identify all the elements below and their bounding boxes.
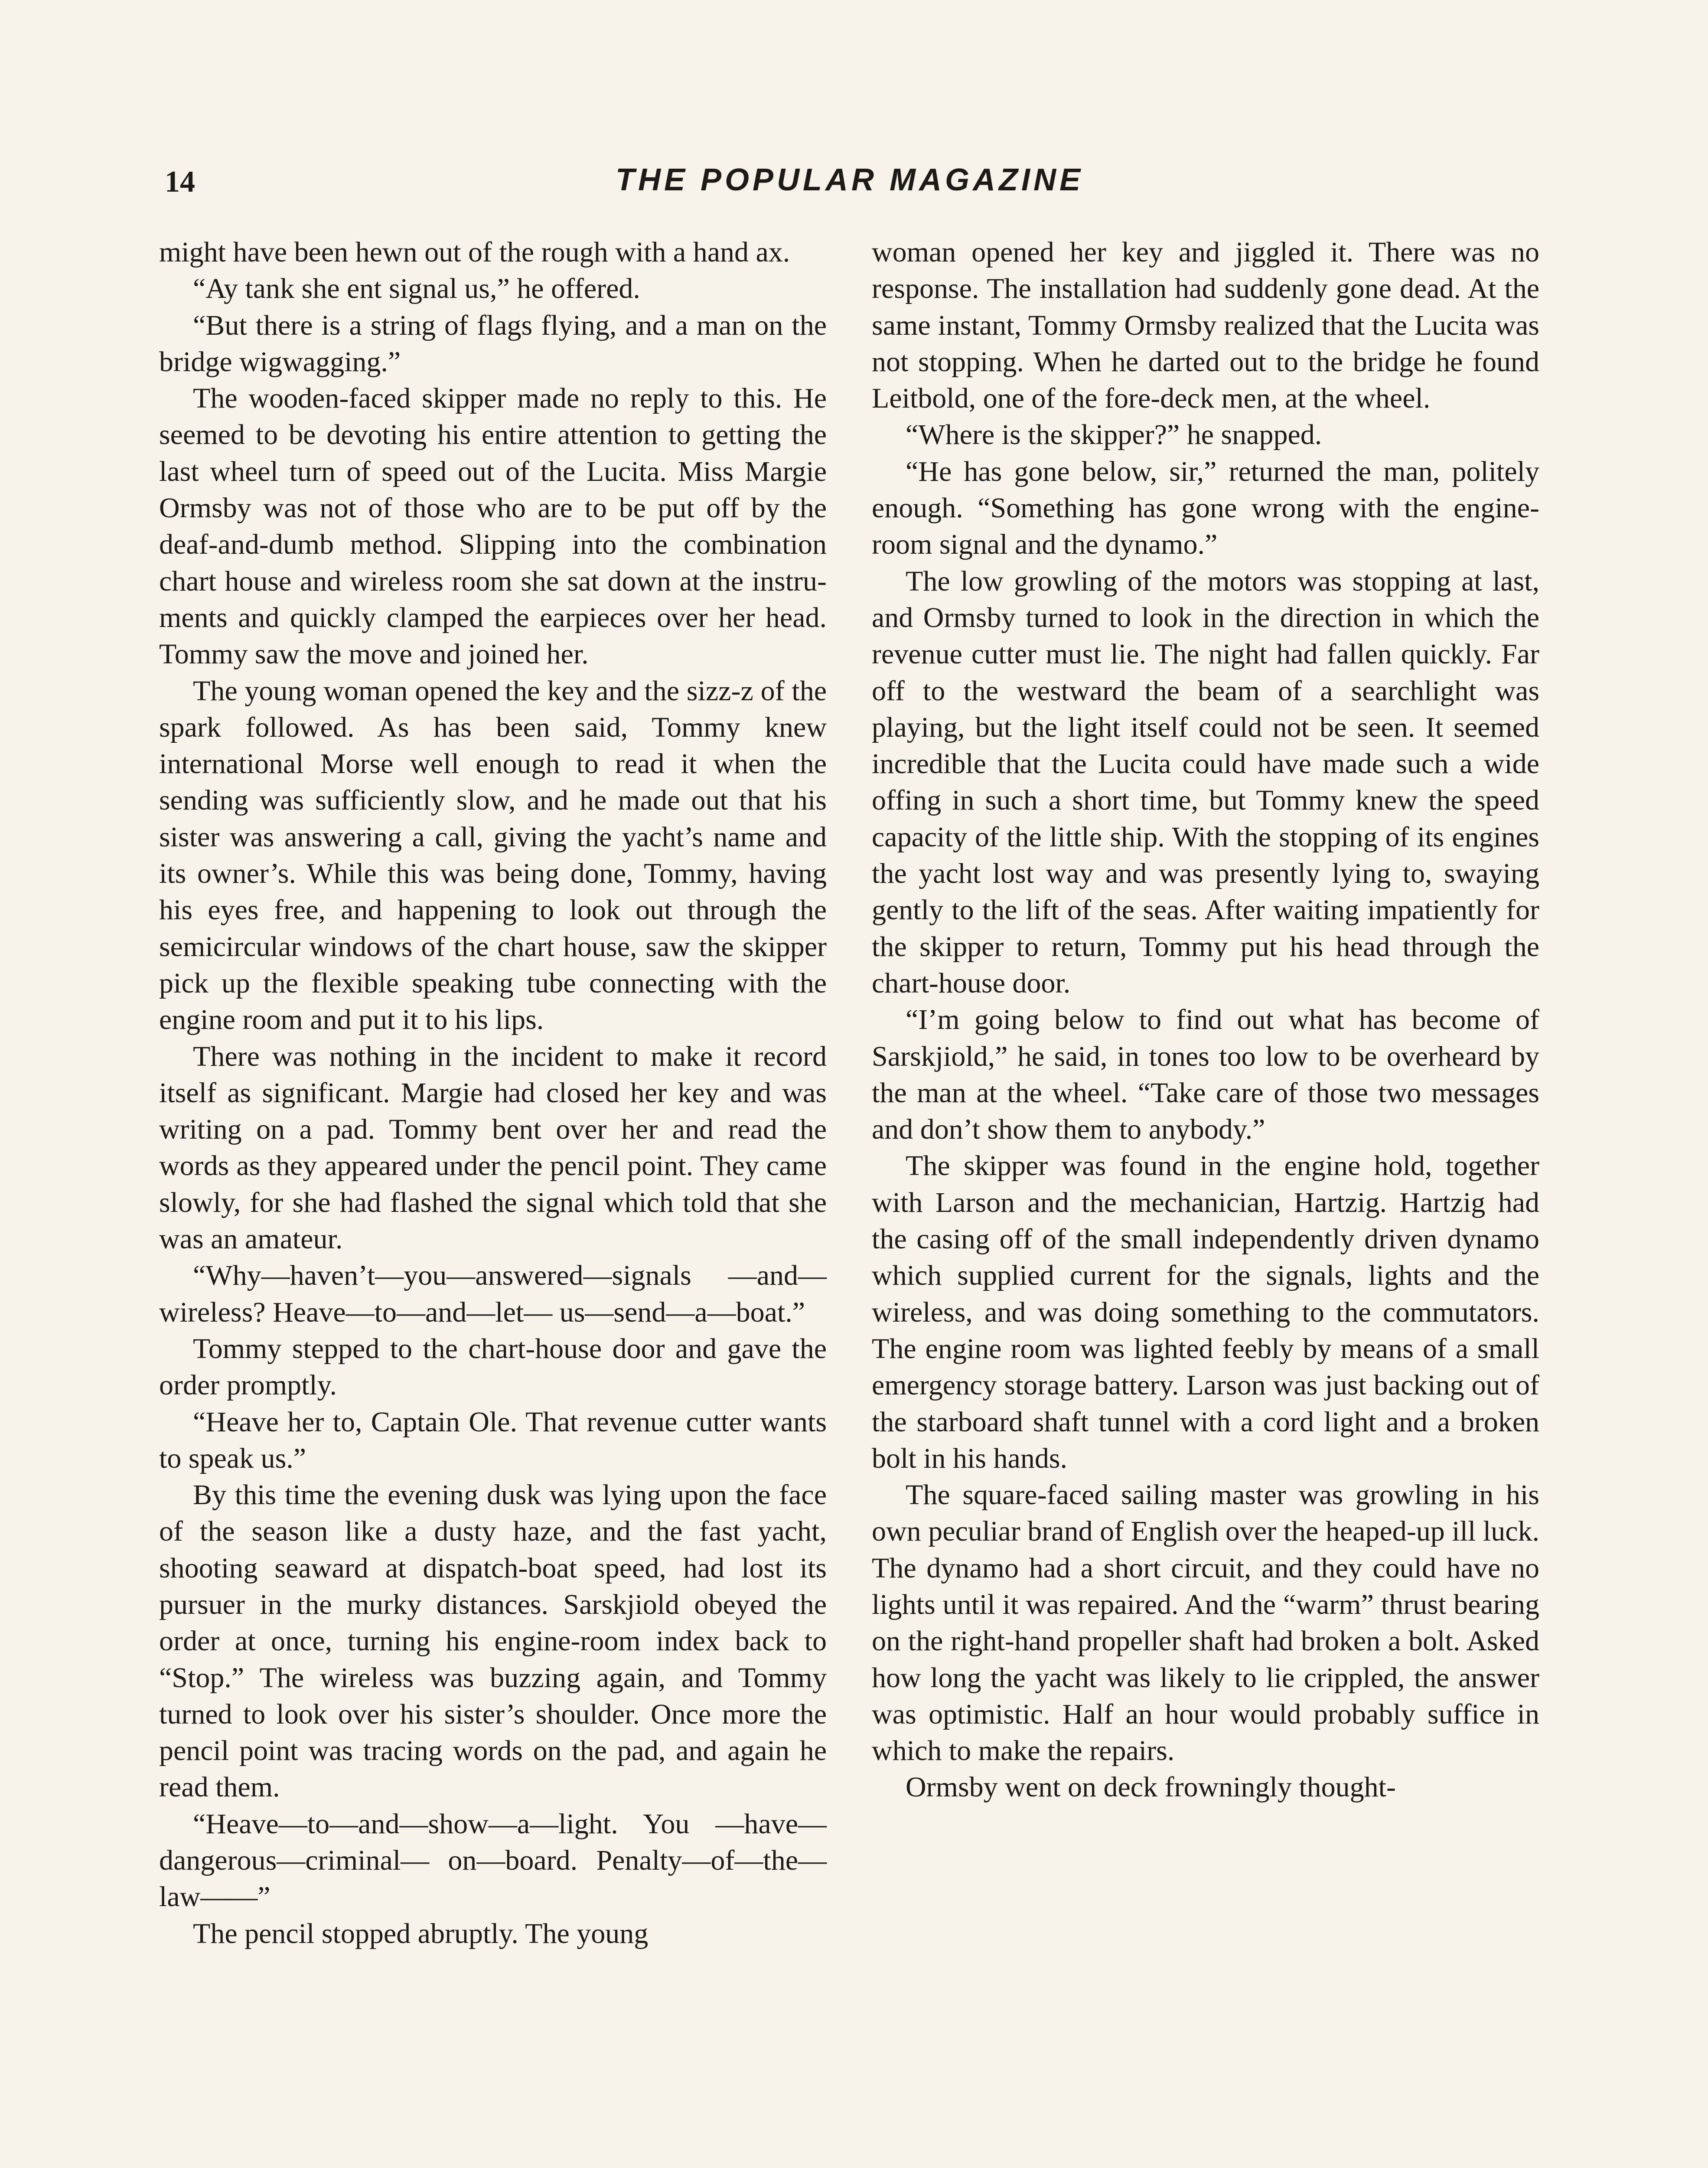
paragraph: The wooden-faced skipper made no reply to this. He seemed to be devoting his entire attention to getting the last wheel turn of speed out of the Lucita. Miss Margie Ormsby was not of those who are to be put off by the deaf-and-dumb method. Slipping into the combination chart house and wireless room she sat down at the instruments and quickly clamped the earpieces over her head. Tommy saw the move and joined her. [159,382,827,670]
paragraph: “Heave her to, Captain Ole. That revenue cutter wants to speak us.” [159,1406,827,1474]
running-head: THE POPULAR MAGAZINE [615,163,1084,197]
right-column [872,234,1539,1806]
paragraph: woman opened her key and jiggled it. There was no response. The installation had suddenly gone dead. At the same instant, Tommy Ormsby realized that the Lucita was not stopping. When he darted out to the bridge he found Leitbold, one of the fore-deck men, at the wheel. [872,236,1539,415]
paragraph: The pencil stopped abruptly. The young [193,1917,649,1949]
paragraph: The skipper was found in the engine hold, together with Larson and the mechanician, Hartzig. Hartzig had the casing off of the small independently driven dynamo which supplied current for the signals, lights and the wireless, and was doing something to the commutators. The engine room was lighted feebly by means of a small emergency storage battery. Larson was just backing out of the starboard shaft tunnel with a cord light and a broken bolt in his hands. [872,1150,1539,1474]
page-header [165,156,1535,204]
paragraph: By this time the evening dusk was lying upon the face of the season like a dusty haze, and the fast yacht, shooting seaward at dispatch-boat speed, had lost its pursuer in the murky distances. Sarskjiold obeyed the order at once, turning his engine-room index back to “Stop.” The wireless was buzzing again, and Tommy turned to look over his sister’s shoulder. Once more the pencil point was tracing words on the pad, and again he read them. [159,1479,827,1803]
paragraph: Tommy stepped to the chart-house door and gave the order promptly. [159,1332,827,1401]
paragraph: The young woman opened the key and the sizz-z of the spark followed. As has been said, Tommy knew international Morse well enough to read it when the sending was sufficiently slow, and he made out that his sister was answering a call, giving the yacht’s name and its owner’s. While this was being done, Tommy, having his eyes free, and happening to look out through the semicircular windows of the chart house, saw the skipper pick up the flexible speaking tube connecting with the engine room and put it to his lips. [159,675,827,1036]
paragraph: “Heave—to—and—show—a—light. You —have—dangerous—criminal— on—board. Penalty—of—the—law——” [159,1808,827,1913]
page-number: 14 [165,165,195,199]
paragraph: Ormsby went on deck frowningly thought- [906,1771,1396,1803]
left-column [159,234,827,1952]
paragraph: “I’m going below to find out what has become of Sarskjiold,” he said, in tones too low to be overheard by the man at the wheel. “Take care of those two messages and don’t show them to anybody.” [872,1004,1539,1146]
paragraph: “He has gone below, sir,” returned the man, politely enough. “Something has gone wrong with the engine-room signal and the dynamo.” [872,455,1539,561]
paragraph: The square-faced sailing master was growling in his own peculiar brand of English over the heaped-up ill luck. The dynamo had a short circuit, and they could have no lights until it was repaired. And the “warm” thrust bearing on the right-hand propeller shaft had broken a bolt. Asked how long the yacht was likely to lie crippled, the answer was optimistic. Half an hour would probably suffice in which to make the repairs. [872,1479,1539,1767]
paragraph: “Why—haven’t—you—answered—signals —and—wireless? Heave—to—and—let— us—send—a—boat.” [159,1260,827,1328]
paragraph: The low growling of the motors was stopping at last, and Ormsby turned to look in the direction in which the revenue cutter must lie. The night had fallen quickly. Far off to the westward the beam of a searchlight was playing, but the light itself could not be seen. It seemed incredible that the Lucita could have made such a wide offing in such a short time, but Tommy knew the speed capacity of the little ship. With the stopping of its engines the yacht lost way and was presently lying to, swaying gently to the lift of the seas. After waiting impatiently for the skipper to return, Tommy put his head through the chart-house door. [872,565,1539,999]
paragraph: “Where is the skipper?” he snapped. [906,419,1322,451]
paragraph: “Ay tank she ent signal us,” he offered. [193,273,640,305]
paragraph: “But there is a string of flags flying, and a man on the bridge wigwagging.” [159,309,827,378]
paragraph: There was nothing in the incident to make it record itself as significant. Margie had closed her key and was writing on a pad. Tommy bent over her and read the words as they appeared under the pencil point. They came slowly, for she had flashed the signal which told that she was an amateur. [159,1040,827,1255]
paragraph: might have been hewn out of the rough with a hand ax. [159,236,790,268]
